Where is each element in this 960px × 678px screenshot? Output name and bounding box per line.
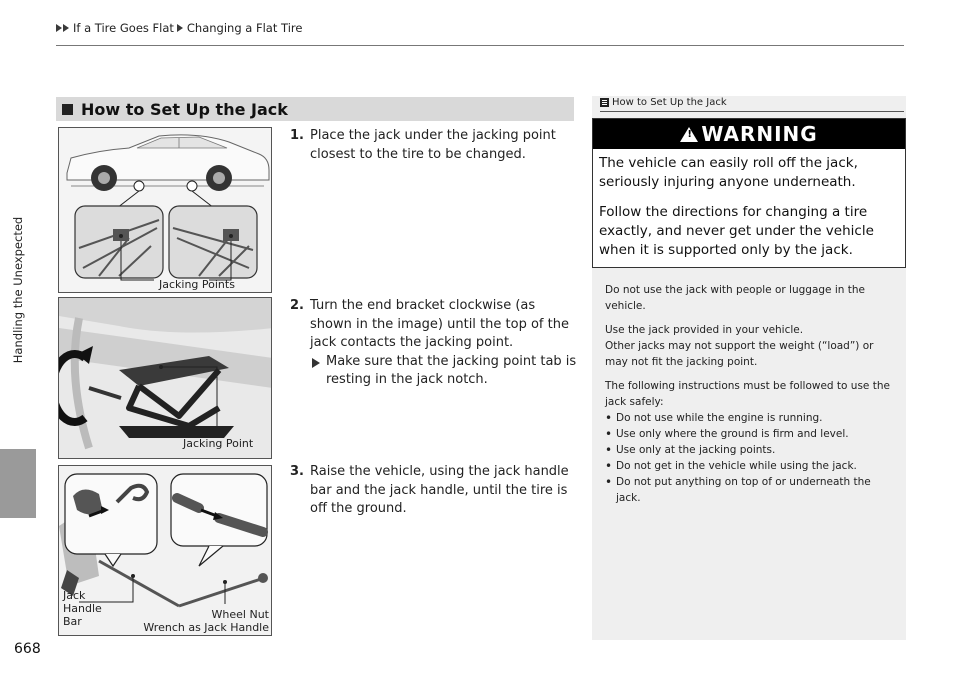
note-icon (600, 98, 609, 107)
list-item: • Do not get in the vehicle while using the jack. (605, 458, 897, 474)
step-text: Place the jack under the jacking point closest to the tire to be changed. (310, 128, 556, 162)
figure-jack-placement (58, 297, 272, 459)
note-paragraph: Do not use the jack with people or luggage in the vehicle. (605, 284, 865, 312)
chapter-tab-marker (0, 449, 36, 518)
note-heading-text: How to Set Up the Jack (612, 97, 727, 108)
chapter-side-label: Handling the Unexpected (11, 216, 25, 364)
subnote-text: Make sure that the jacking point tab is resting in the jack notch. (326, 353, 577, 387)
list-item: • Do not use while the engine is running. (605, 410, 897, 426)
figure-jacking-points (58, 127, 272, 293)
jacking-point-caption: Jacking Point (183, 437, 254, 450)
note-heading (600, 97, 727, 108)
section-square-icon (62, 104, 73, 115)
breadcrumb-level2[interactable]: Changing a Flat Tire (186, 21, 303, 35)
note-paragraph (605, 378, 897, 410)
list-item: • Use only where the ground is firm and level. (605, 426, 897, 442)
step-number: 1. (290, 128, 304, 143)
warning-paragraph: Follow the directions for changing a tire exactly, and never get under the vehicle when it is supported only by the jack. (599, 204, 874, 258)
notes-text (605, 282, 897, 506)
step-subnote (290, 353, 580, 390)
subnote-arrow-icon (312, 358, 320, 368)
caption-line: Wrench as Jack Handle (143, 621, 269, 634)
note-line: The following instructions must be followed to use the jack safely: (605, 380, 890, 408)
list-item: • Use only at the jacking points. (605, 442, 897, 458)
step-text: Raise the vehicle, using the jack handle bar and the jack handle, until the tire is off the ground. (310, 464, 569, 516)
page-number: 668 (14, 641, 41, 657)
step-text: Turn the end bracket clockwise (as shown in the image) until the top of the jack contacts the jacking point. (310, 298, 569, 350)
warning-triangle-icon (680, 127, 698, 142)
jack-handle-bar-caption (63, 589, 102, 628)
car-jacking-points-illustration (59, 128, 272, 293)
section-title: How to Set Up the Jack (81, 99, 288, 119)
step-number: 3. (290, 464, 304, 479)
jack-placement-illustration (59, 298, 272, 459)
breadcrumb (56, 21, 302, 35)
header-divider (56, 45, 904, 46)
warning-paragraph: The vehicle can easily roll off the jack, seriously injuring anyone underneath. (599, 155, 858, 190)
breadcrumb-arrow-icon (56, 24, 62, 32)
step-2 (290, 297, 580, 390)
step-1 (290, 127, 580, 164)
note-line: Other jacks may not support the weight (“load”) or may not fit the jacking point. (605, 340, 874, 368)
caption-line: Handle (63, 602, 102, 615)
figure-jack-handle (58, 465, 272, 636)
caption-line: Wheel Nut (211, 608, 269, 621)
breadcrumb-level1[interactable]: If a Tire Goes Flat (73, 21, 174, 35)
list-item: • Do not put anything on top of or underneath the jack. (605, 474, 897, 506)
warning-bar (593, 119, 905, 149)
section-header (56, 97, 574, 121)
note-divider (600, 111, 904, 112)
caption-line: Jack (63, 589, 86, 602)
warning-box (592, 118, 906, 268)
breadcrumb-arrow-icon (63, 24, 69, 32)
caption-line: Bar (63, 615, 82, 628)
breadcrumb-separator-icon (177, 24, 183, 32)
safety-bullet-list (605, 410, 897, 506)
warning-body (593, 149, 905, 260)
note-paragraph (605, 322, 897, 370)
warning-label: WARNING (701, 122, 818, 146)
step-3 (290, 463, 580, 519)
step-number: 2. (290, 298, 304, 313)
wheel-nut-wrench-caption (143, 608, 269, 634)
jacking-points-caption: Jacking Points (159, 278, 235, 291)
note-line: Use the jack provided in your vehicle. (605, 324, 804, 336)
